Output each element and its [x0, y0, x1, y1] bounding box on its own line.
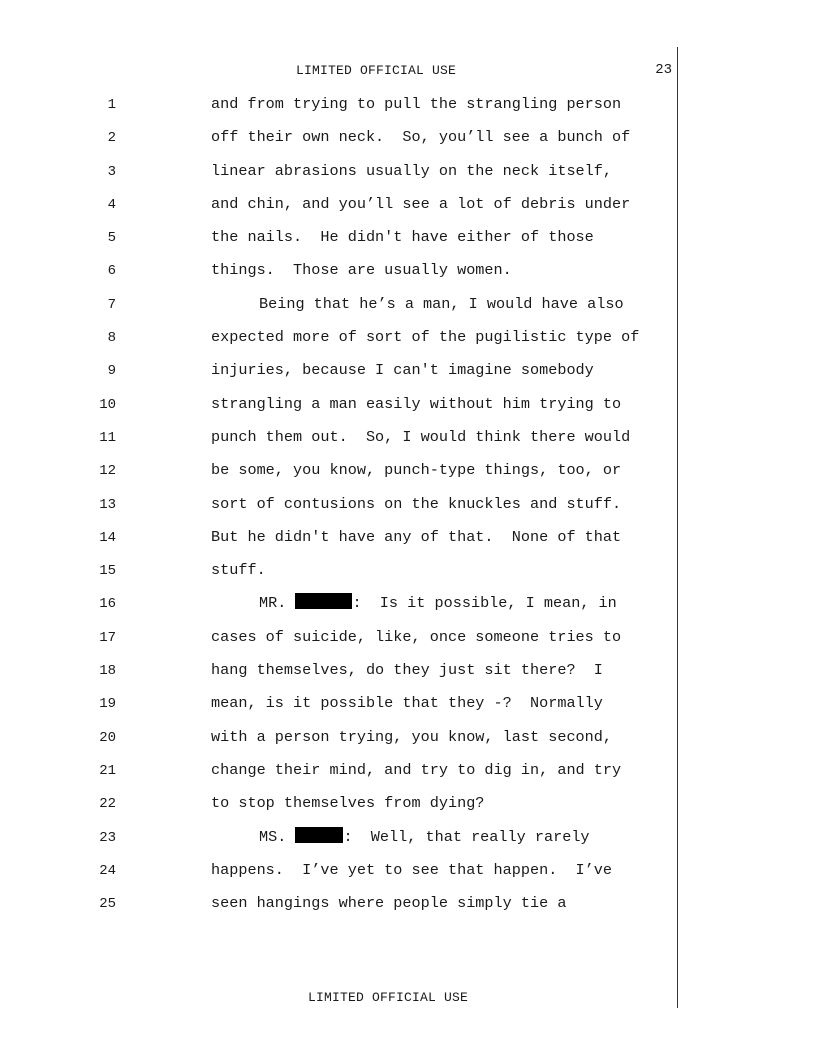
line-text: mean, is it possible that they -? Normally — [211, 694, 603, 713]
line-text: things. Those are usually women. — [211, 261, 512, 280]
transcript-line — [0, 194, 816, 227]
transcript-line — [0, 860, 816, 893]
line-number: 13 — [99, 496, 116, 513]
transcript-line — [0, 494, 816, 527]
transcript-line — [0, 227, 816, 260]
line-number: 21 — [99, 762, 116, 779]
line-number: 8 — [107, 330, 116, 347]
line-text: linear abrasions usually on the neck itself, — [211, 161, 613, 180]
redaction-box — [295, 593, 352, 609]
page-number: 23 — [655, 62, 672, 78]
speaker-line — [259, 593, 617, 613]
transcript-line — [0, 827, 816, 860]
line-text: hang themselves, do they just sit there? I — [211, 661, 603, 680]
line-number: 4 — [107, 196, 116, 213]
transcript-line — [0, 360, 816, 393]
line-number: 6 — [107, 263, 116, 280]
line-number: 19 — [99, 696, 116, 713]
transcript-line — [0, 760, 816, 793]
transcript-line — [0, 127, 816, 160]
line-number: 3 — [107, 163, 116, 180]
transcript-line — [0, 94, 816, 127]
transcript-line — [0, 627, 816, 660]
line-number: 23 — [99, 829, 116, 846]
line-text: stuff. — [211, 561, 266, 580]
transcript-body — [0, 94, 816, 926]
redaction-box — [295, 827, 343, 843]
line-text: injuries, because I can't imagine somebody — [211, 361, 594, 380]
line-number: 5 — [107, 230, 116, 247]
line-number: 25 — [99, 896, 116, 913]
transcript-line — [0, 793, 816, 826]
line-text: with a person trying, you know, last second, — [211, 727, 613, 746]
transcript-line — [0, 427, 816, 460]
speaker-title: MR. — [259, 594, 296, 613]
transcript-line — [0, 527, 816, 560]
line-text: cases of suicide, like, once someone tries to — [211, 627, 622, 646]
transcript-line — [0, 161, 816, 194]
line-text: to stop themselves from dying? — [211, 794, 485, 813]
line-text: be some, you know, punch-type things, too, or — [211, 461, 622, 480]
speaker-title: MS. — [259, 827, 296, 846]
line-text: the nails. He didn't have either of those — [211, 228, 594, 247]
line-number: 10 — [99, 396, 116, 413]
line-text: strangling a man easily without him trying to — [211, 394, 622, 413]
line-number: 15 — [99, 563, 116, 580]
line-text: But he didn't have any of that. None of that — [211, 527, 622, 546]
line-number: 18 — [99, 663, 116, 680]
transcript-line — [0, 727, 816, 760]
transcript-line — [0, 693, 816, 726]
line-number: 22 — [99, 796, 116, 813]
transcript-line — [0, 394, 816, 427]
line-number: 17 — [99, 629, 116, 646]
line-number: 7 — [107, 296, 116, 313]
transcript-line — [0, 327, 816, 360]
line-text: change their mind, and try to dig in, and try — [211, 760, 622, 779]
line-text: happens. I’ve yet to see that happen. I’ve — [211, 860, 613, 879]
header-classification: LIMITED OFFICIAL USE — [295, 63, 457, 78]
transcript-line — [0, 460, 816, 493]
transcript-line — [0, 294, 816, 327]
transcript-line — [0, 560, 816, 593]
line-number: 1 — [107, 97, 116, 113]
transcript-line — [0, 593, 816, 626]
line-number: 16 — [99, 596, 116, 613]
line-text: off their own neck. So, you’ll see a bunch of — [211, 128, 631, 147]
line-number: 20 — [99, 729, 116, 746]
line-number: 24 — [99, 862, 116, 879]
footer-classification: LIMITED OFFICIAL USE — [307, 990, 469, 1005]
line-number: 2 — [107, 130, 116, 147]
line-number: 12 — [99, 463, 116, 480]
line-text: and chin, and you’ll see a lot of debris under — [211, 194, 631, 213]
line-text: Being that he’s a man, I would have also — [259, 294, 624, 313]
line-text: sort of contusions on the knuckles and stuff. — [211, 494, 622, 513]
line-number: 14 — [99, 529, 116, 546]
line-number: 9 — [107, 363, 116, 380]
line-text: and from trying to pull the strangling person — [211, 95, 622, 113]
line-text: seen hangings where people simply tie a — [211, 894, 567, 913]
line-text: : Is it possible, I mean, in — [352, 594, 617, 613]
line-text: punch them out. So, I would think there would — [211, 427, 631, 446]
transcript-line — [0, 260, 816, 293]
line-number: 11 — [99, 429, 116, 446]
transcript-line — [0, 893, 816, 926]
line-text: : Well, that really rarely — [343, 827, 590, 846]
transcript-line — [0, 660, 816, 693]
speaker-line — [259, 827, 590, 847]
line-text: expected more of sort of the pugilistic type of — [211, 328, 640, 347]
